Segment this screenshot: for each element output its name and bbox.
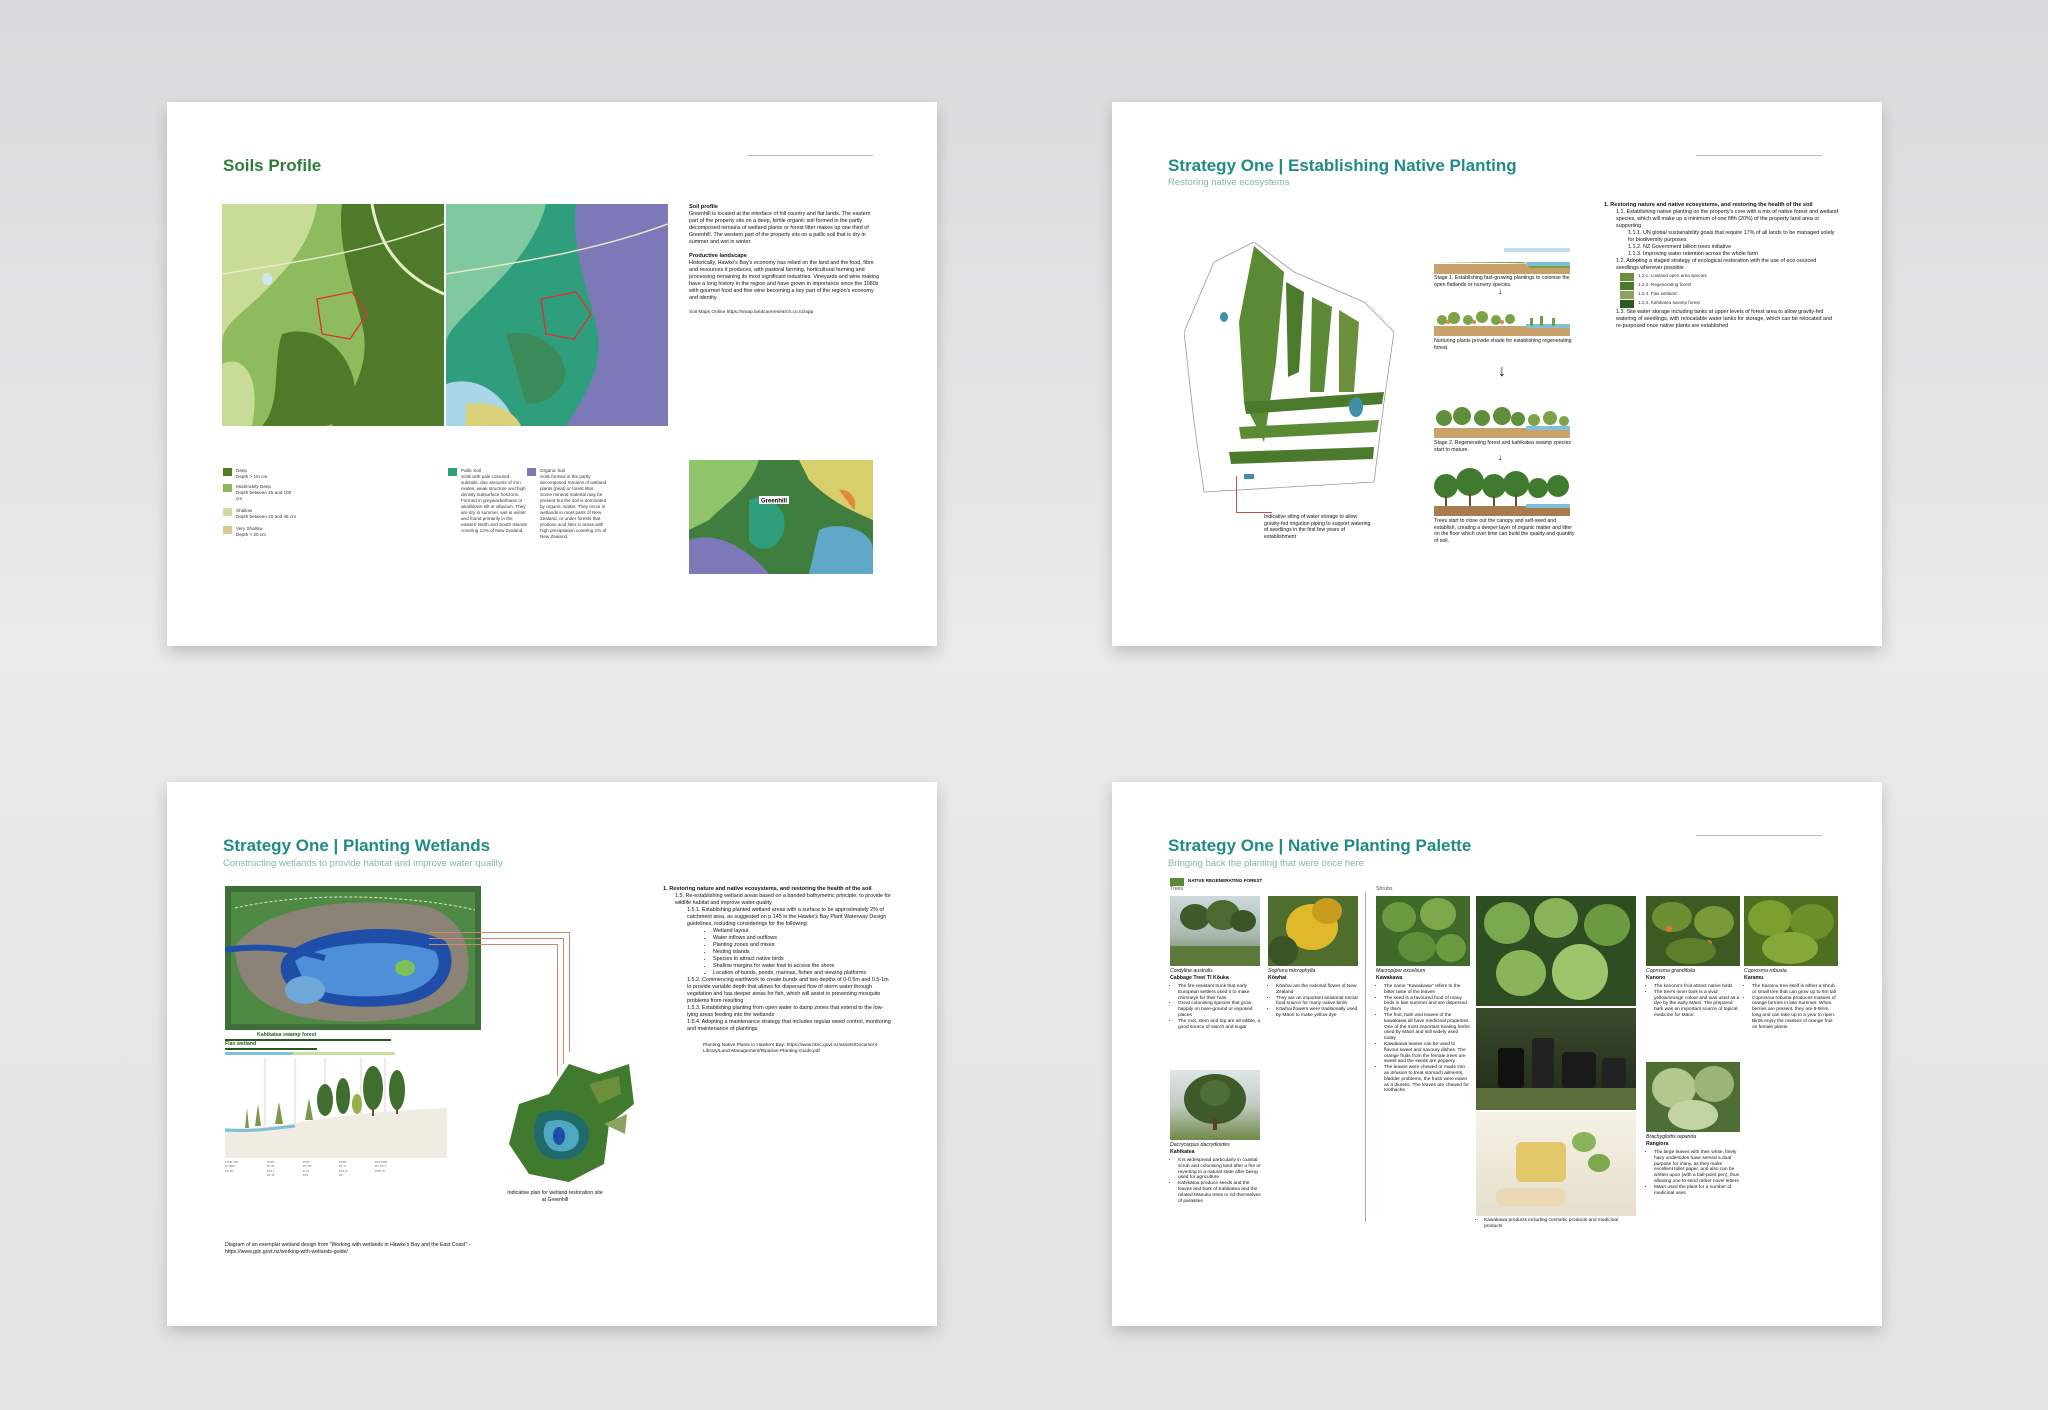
header-rule xyxy=(747,155,873,156)
legend-row xyxy=(1620,273,1840,281)
legend-label: 1.2.3. Flax wetland xyxy=(1638,291,1677,296)
foliage xyxy=(1200,1080,1230,1106)
rangiora-photo xyxy=(1646,1062,1740,1132)
common-name: Rangiora xyxy=(1646,1140,1669,1147)
note: • The name "Kawakawa" refers to the bitter taste of the leaves xyxy=(1384,984,1470,996)
note: • It is widespread particularly in coastal scrub and colonising land after a fire or reverting to a natural state after being used for agriculture xyxy=(1178,1158,1264,1181)
column-divider xyxy=(1365,892,1366,1222)
note: • The kanono's fruit attract native birds xyxy=(1654,984,1740,990)
legend-row xyxy=(1620,282,1840,290)
page-subtitle: Bringing back the planting that were once here xyxy=(1168,858,1364,869)
legend-label: Moderately Deep xyxy=(236,484,271,489)
plant-notes xyxy=(1646,984,1740,1019)
leaf xyxy=(1420,898,1456,930)
swatch xyxy=(223,484,232,492)
legend-label: Deep xyxy=(236,468,247,473)
heading: Productive landscape xyxy=(689,253,747,259)
nurse-plants-text: Nurturing plants provide shade for establishing regenerating forest. xyxy=(1434,338,1572,351)
kanono-photo xyxy=(1646,896,1740,966)
latin-name: Coprosma grandifolia xyxy=(1646,968,1696,974)
legend-pallic xyxy=(448,468,528,534)
plant-notes xyxy=(1646,1150,1740,1196)
latin-name: Coprosma robusta xyxy=(1744,968,1787,974)
source-note: Soil Maps Online https://smap.landcareresearch.co.nz/app xyxy=(689,310,814,315)
bullet: • Species to attract native birds xyxy=(713,956,893,963)
karamu-photo xyxy=(1744,896,1838,966)
products-list xyxy=(1476,1218,1636,1230)
kawakawa-photo xyxy=(1376,896,1470,966)
note: • The seed is a favoured food of many birds in late summer and are dispersed by them xyxy=(1384,996,1470,1013)
legend-label: Shallow xyxy=(236,508,253,513)
legend-label: Pallic Soil xyxy=(461,468,481,473)
pills xyxy=(1496,1188,1566,1206)
note: • Kōwhai flowers were traditionally used by Māori to make yellow dye xyxy=(1276,1007,1360,1019)
common-name: Kawakawa xyxy=(1376,974,1403,981)
leaf xyxy=(1694,1066,1734,1102)
leaf xyxy=(1762,932,1818,964)
common-name: Kanono xyxy=(1646,974,1666,981)
swatch xyxy=(527,468,536,476)
callout-line xyxy=(429,944,557,945)
page-title: Strategy One | Planting Wetlands xyxy=(223,836,491,855)
water-storage-note: Indicative siting of water storage to allow gravity-fed irrigation piping to support watering of seedlings in the first few years of establishment xyxy=(1264,514,1371,540)
soil-depth-map xyxy=(222,204,444,426)
swatch xyxy=(1620,291,1634,299)
legend-deep xyxy=(223,468,267,480)
jar xyxy=(1498,1048,1524,1088)
callout-line xyxy=(563,938,564,1064)
note: • Kāhikātoa produce seeds and the leaves and bark of Kahikatea and the related Mānuka trees to rid themselves of parasites xyxy=(1178,1181,1264,1204)
legend-row xyxy=(1620,300,1840,308)
latin-name: Cordyline australis xyxy=(1170,968,1213,974)
page-establishing-native-planting xyxy=(1112,102,1882,646)
legend-desc: Depth > 1m cm xyxy=(236,474,268,479)
leaf xyxy=(1694,906,1734,938)
legend-desc: Depth between 45 and 100 cm xyxy=(236,490,292,501)
note: • The fruit, bark and leaves of the kawakawa all have medicinal properties. One of the most important healing herbs used by Māori and still widely used today xyxy=(1384,1013,1470,1042)
common-name: Cabbage Tree/ Tī Kōuka xyxy=(1170,974,1229,981)
bullet: • Wetland layout xyxy=(713,928,893,935)
list-item: 1.1.3. Improving water retention across the whole farm xyxy=(1628,251,1759,257)
callout-line xyxy=(429,932,569,933)
legend-label: 1.2.1. Lowland open area species xyxy=(1638,273,1707,278)
inset-region-map xyxy=(689,460,873,574)
plant-card-karamu xyxy=(1744,968,1838,1030)
leaf xyxy=(1748,900,1792,936)
legend-very-shallow xyxy=(223,526,266,538)
stage-1-diagram xyxy=(1434,240,1570,274)
wetland-design-plan xyxy=(225,886,481,1030)
legend-label: 1.2.2. Regenerating forest xyxy=(1638,282,1692,287)
callout-line xyxy=(569,932,570,1052)
plant-notes xyxy=(1376,984,1470,1094)
bullet: • Shallow margins for water fowl to access the shore xyxy=(713,963,893,970)
latin-name: Macropiper excelsum xyxy=(1376,968,1426,974)
list-item: 1.1.1. UN global sustainability goals that require 17% of all lands to be managed solely for biodiversity purposes xyxy=(1628,230,1835,243)
wetland-site-plan xyxy=(509,1054,635,1184)
ground xyxy=(1170,946,1260,966)
site-planting-plan xyxy=(1184,242,1396,502)
kahikatea-label: Kahikatea swamp forest xyxy=(257,1032,317,1038)
products-caption xyxy=(1476,1218,1636,1230)
swatch xyxy=(448,468,457,476)
water-depth-bar xyxy=(225,1052,395,1055)
list-item: 1.5.3. Establishing planting from open water to damp zones that extend to the low-lying areas feeding into the wetlands xyxy=(687,1005,884,1018)
page-soils-profile xyxy=(167,102,937,646)
latin-name: Brachyglottis repanda xyxy=(1646,1134,1697,1140)
legend-row xyxy=(1620,291,1840,299)
note: • Kawakawa products including cosmetic products and medicinal products xyxy=(1484,1218,1636,1230)
kawakawa-balm-photo xyxy=(1476,1112,1636,1216)
section-annotations xyxy=(225,1160,425,1200)
note: • Coprosma robusta produces masses of orange berries in late Summer. When berries are present, they are 8-9mm long and can take up to a year to ripen. Birds enjoy the masses of orange fruit on female plants xyxy=(1752,996,1838,1031)
legend-desc: Soils with pale coloured subsoils, due amounts of iron oxides, weak structure and high density subsurface horizons. Formed in greywacke/loess or windblown silt or alluvium. They are dry in summer, wet in winter and found primarily in the eastern North and South Islands covering 12% of New Zealand. xyxy=(461,474,527,533)
canopy-diagram xyxy=(1434,468,1570,516)
legend-organic xyxy=(527,468,607,540)
list-heading: 1. Restoring nature and native ecosystems, and restoring the health of the soil xyxy=(663,886,872,892)
callout-line xyxy=(1236,512,1272,513)
leaf xyxy=(1588,1154,1610,1172)
note: • Kōwhai are the national flower of New Zealand xyxy=(1276,984,1360,996)
list-item: 1.5.1. Establishing planted wetland areas with a surface to be approximately 2% of catchment area, as suggested on p.145 in the Hawke's Bay Plant Waterway Design guidelines, including considerings for the following: xyxy=(687,907,887,927)
jar xyxy=(1602,1058,1626,1088)
plant-notes xyxy=(1170,1158,1264,1204)
swatch xyxy=(1620,273,1634,281)
page-title: Strategy One | Establishing Native Planting xyxy=(1168,156,1517,175)
list-item: 1.2. Adopting a staged strategy of ecological restoration with the use of eco-sourced seedlings wherever possible xyxy=(1616,258,1817,271)
trunk xyxy=(1213,1118,1217,1130)
plant-card-kahikatea xyxy=(1170,1142,1264,1204)
latin-name: Dacrycarpus dacrydioides xyxy=(1170,1142,1230,1148)
heading: Soil profile xyxy=(689,204,718,210)
cabbage-tree-photo xyxy=(1170,896,1260,966)
flowers xyxy=(1312,898,1342,924)
note: • Great colonising species that grow happily on bare-ground or exposed places xyxy=(1178,1001,1264,1018)
leaf xyxy=(1534,898,1578,938)
common-name: Kōwhai xyxy=(1268,974,1287,981)
note: • Kawakawa leaves can be used to flavour sweet and savoury dishes. The orange fruits from the female trees are sweet and the seeds are peppery xyxy=(1384,1042,1470,1065)
kahikatea-photo xyxy=(1170,1070,1260,1140)
bullet: • Nesting islands xyxy=(713,949,893,956)
strategy-list xyxy=(1604,202,1840,330)
list-item: 1.5.4. Adopting a maintenance strategy that includes regular weed control, monitoring and maintenance of plantings xyxy=(687,1019,891,1032)
arrow-down-icon: ↓ xyxy=(1498,363,1506,380)
swatch xyxy=(223,526,232,534)
berry xyxy=(1666,926,1672,932)
leaf xyxy=(1398,932,1436,962)
header-rule xyxy=(1696,155,1822,156)
nurse-plants-diagram xyxy=(1434,302,1570,336)
legend-shallow xyxy=(223,508,303,520)
callout-line xyxy=(1236,476,1237,512)
leaf xyxy=(1652,902,1692,932)
header-rule xyxy=(1696,835,1822,836)
list-item: 1.1. Establishing native planting on the property's core with a mix of native forest and wetland species, which will make up a minimum of one fifth (20%) of the property land area or supporting xyxy=(1616,209,1839,229)
latin-name: Sophora microphylla xyxy=(1268,968,1316,974)
kawakawa-leaves-photo xyxy=(1476,896,1636,1006)
wetland-section-diagram xyxy=(225,1058,447,1158)
legend-label: NATIVE REGENERATING FOREST xyxy=(1188,878,1263,883)
legend-native-forest xyxy=(1170,878,1262,886)
flax-bar xyxy=(225,1048,317,1050)
page-title: Soils Profile xyxy=(223,156,322,175)
leaf xyxy=(1668,1100,1718,1130)
legend-desc: Depth between 20 and 45 cm xyxy=(236,514,297,519)
note: • The Karamu tree itself is either a shrub or small tree that can grow up to 6m tall xyxy=(1752,984,1838,996)
balm-tin xyxy=(1516,1142,1566,1182)
leaf xyxy=(1382,902,1416,932)
page-subtitle: Constructing wetlands to provide habitat and improve water quality xyxy=(223,858,503,869)
plant-card-kanono xyxy=(1646,968,1740,1019)
arrow-down-icon: ↓ xyxy=(1498,286,1503,296)
list-item: 1.3. Site water storage including tanks at upper levels of forest area to allow gravity-fed watering of seedlings, with relocatable water tanks for storage, which can be relocated and re-purposed once native plants are established xyxy=(1616,309,1833,329)
legend-moderately-deep xyxy=(223,484,293,502)
leaf xyxy=(1496,950,1546,996)
inset-label: Greenhill xyxy=(761,498,788,505)
swatch xyxy=(1620,300,1634,308)
jar xyxy=(1562,1052,1596,1088)
plant-notes xyxy=(1170,984,1264,1030)
note: • The leaves were chewed or made into an infusion to treat stomach ailments, bladder problems, the fruits were eaten as a diuretic. The leaves are chewed for toothache xyxy=(1384,1065,1470,1094)
annotation-columns: ▪ ▪▪▪▪ ▪▪▪▪ ▪▪ ▪▪▪▪▪ ▪▪▪ ▪▪▪ ▪▪▪▪▪▪ ▪▪ ▪▪▪ ▪▪▪▪ ▪ ▪▪▪ ▪▪ ▪▪▪▪▪ ▪▪▪ ▪▪▪ ▪▪ ▪▪ ▪▪▪▪ ▪▪▪▪▪▪ ▪▪▪ ▪ ▪▪▪▪ ▪▪ ▪▪▪ ▪▪▪▪ ▪▪▪▪▪ ▪▪▪ ▪▪▪ ▪ ▪▪▪▪▪ ▪▪ xyxy=(225,1160,388,1178)
callout-line xyxy=(429,938,563,939)
considerations-list xyxy=(687,928,893,977)
note: • They are an important seasonal nectar food source for many native birds xyxy=(1276,996,1360,1008)
shrubs-label: Shrubs xyxy=(1376,886,1393,892)
list-item: 1.1.2. NZ Government billion trees initiative xyxy=(1628,244,1732,250)
kawakawa-products-photo xyxy=(1476,1008,1636,1110)
stage-2-diagram xyxy=(1434,404,1570,438)
bullet: • Water inflows and outflows xyxy=(713,935,893,942)
swatch xyxy=(1170,878,1184,886)
leaf xyxy=(1552,944,1608,1000)
list-item: 1.5.2. Commencing earthwork to create bunds and two depths of 0-0.5m and 0.5-1m to provide variable depth that allows for dispersed flow of storm water through vegetation and has deeper areas for fish, which will assist in preventing mosquito problems from resulting xyxy=(687,977,889,1004)
stage-2-text: Stage 2. Regenerating forest and kahikatea swamp species start to mature. xyxy=(1434,440,1571,453)
note: • Māori used the plant for a number of medicinal uses xyxy=(1654,1185,1740,1197)
plant-card-cabbage-tree xyxy=(1170,968,1264,1030)
legend-desc: Depth < 20 cm xyxy=(236,532,267,537)
leaf xyxy=(1584,904,1630,946)
plant-card-rangiora xyxy=(1646,1134,1740,1196)
page-native-planting-palette xyxy=(1112,782,1882,1326)
legend-label: 1.2.4. Kahikatea swamp forest xyxy=(1638,300,1700,305)
strategy-list xyxy=(663,886,893,1055)
leaf xyxy=(1484,902,1530,944)
foliage xyxy=(1230,910,1256,932)
plant-notes xyxy=(1744,984,1838,1030)
flax-label: Flax wetland xyxy=(225,1041,257,1047)
list-heading: 1. Restoring nature and native ecosystems, and restoring the health of the soil xyxy=(1604,202,1813,208)
swatch xyxy=(1620,282,1634,290)
leaf xyxy=(1666,938,1716,964)
body: Historically, Hawke's Bay's economy has relied on the land and the food, fibre and resources it produces, with pastoral farming, horticultural farming and processing remaining its most significant industries. Vineyards and wine making have a long history in the region and have grown in importance since the 1980s with gourmet food and fine wine becoming a key part of the region's economy and identity. xyxy=(689,260,880,301)
diagram-caption: Diagram of an exemplar wetland design from "Working with wetlands in Hawke's Bay and the East Coast" - https://www.gdc.govt.nz/working-with-wetlands-guide/ xyxy=(225,1242,471,1255)
legend-label: Very Shallow xyxy=(236,526,263,531)
plan-caption: Indicative plan for wetland restoration site at Greenhill xyxy=(507,1190,603,1203)
legend-desc: Soils formed in the partly decomposed remains of wetland plants (peat) or forest litter. Some mineral material may be present but the soil is dominated by organic matter. They occur in wetlands in most parts of New Zealand, or under forests that produce acid litter in areas with high precipitation covering 1% of New Zealand. xyxy=(540,474,607,539)
page-subtitle: Restoring native ecosystems xyxy=(1168,177,1290,188)
bottle xyxy=(1532,1038,1554,1088)
bullet: • Planting zones and mixes xyxy=(713,942,893,949)
legend-label: Organic Soil xyxy=(540,468,566,473)
common-name: Karamu xyxy=(1744,974,1764,981)
stage-1-text: Stage 1. Establishing fast-growing plantings to colonise the open flatlands or nursery species. xyxy=(1434,275,1570,288)
note: • The root, stem and top are all edible, a good source of starch and sugar xyxy=(1178,1019,1264,1031)
canopy-text: Trees start to close out the canopy and self-seed and establish, creating a deeper layer of organic matter and litter on the floor which over time can build the quality and quantity of soil. xyxy=(1434,518,1575,544)
note: • The large leaves with their white, finely hairy undersides have served a dual purpose for many, as they make excellent toilet paper, and also can be written upon (with a ball-point pen), thus allowing one to send rather novel letters xyxy=(1654,1150,1740,1185)
source-note: Planting Native Plants in Hawke's Bay: https://www.hbrc.govt.nz/assets/Document-Library/Land-Management/Riparian-Planting-Guide.pdf xyxy=(703,1043,879,1054)
foliage xyxy=(1268,936,1298,966)
page-planting-wetlands xyxy=(167,782,937,1326)
plant-card-kowhai xyxy=(1268,968,1360,1019)
table xyxy=(1476,1088,1636,1110)
page-title: Strategy One | Native Planting Palette xyxy=(1168,836,1472,855)
body: Greenhill is located at the interface of hill country and flat lands. The eastern part of the property sits on a deep, fertile organic soil formed in the partly decomposed remains of wetland plants or forest litter makes up one third of Greenhill. The western part of the property sits on a pallic soil that is dry in summer and wet in winter. xyxy=(689,211,871,245)
trees-label: Trees xyxy=(1170,886,1184,892)
note: • The tree's inner bark is a vivid yellow/orange colour and was used as a dye by the early Māori. The prepared bark was an important source of topical medicine for Māori. xyxy=(1654,990,1740,1019)
swatch xyxy=(223,508,232,516)
kowhai-photo xyxy=(1268,896,1358,966)
soil-type-map xyxy=(446,204,668,426)
swatch xyxy=(223,468,232,476)
leaf xyxy=(1436,934,1466,962)
list-item: 1.5. Re-establishing wetland areas based on a banded bathymetric principle, to provide for wildlife habitat and improve water quality xyxy=(675,893,891,906)
common-name: Kahikatea xyxy=(1170,1148,1195,1155)
soil-profile-text xyxy=(689,204,881,316)
plant-notes xyxy=(1268,984,1360,1019)
note: • The fire-resistant trunk that early European settlers used it to make chimneys for their huts xyxy=(1178,984,1264,1001)
bullet: • Location of bunds, ponds, marinas, fishes and viewing platforms xyxy=(713,970,893,977)
plant-card-kawakawa xyxy=(1376,968,1470,1094)
leaf xyxy=(1572,1132,1596,1152)
arrow-down-icon: ↓ xyxy=(1498,452,1503,462)
